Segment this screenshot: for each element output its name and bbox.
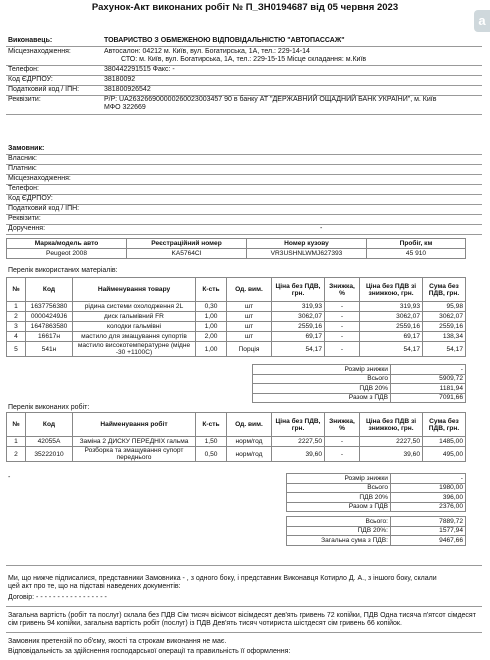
work-row bbox=[7, 437, 466, 447]
footer-contract: Договір: - - - - - - - - - - - - - - - - - bbox=[8, 594, 107, 601]
table-cell: 3 bbox=[7, 322, 26, 332]
totals-label: Загальна сума з ПДВ: bbox=[287, 536, 391, 546]
owner-label: Власник: bbox=[8, 155, 37, 162]
executor-req-1: Р/Р: UA263266900000260023003457 90 в банку АТ "ДЕРЖАВНИЙ ОЩАДНИЙ БАНК УКРАЇНИ", м. Київ bbox=[104, 96, 437, 103]
table-cell: колодки гальмівні bbox=[73, 322, 196, 332]
table-cell: 2 bbox=[7, 447, 26, 462]
totals-value: 396,00 bbox=[391, 493, 466, 503]
table-cell: 3062,07 bbox=[272, 312, 325, 322]
totals-row bbox=[287, 517, 466, 527]
totals-value: 7889,72 bbox=[391, 517, 466, 527]
divider bbox=[6, 194, 482, 195]
vehicle-mileage: 45 910 bbox=[367, 249, 466, 259]
totals-row bbox=[253, 384, 466, 394]
table-cell: 5 bbox=[7, 342, 26, 357]
customer-label: Замовник: bbox=[8, 145, 45, 152]
customer-phone-label: Телефон: bbox=[8, 185, 39, 192]
table-cell: - bbox=[325, 437, 360, 447]
footer-p3-line2: Відповідальність за здійснення господарської операції та правильність її оформлення: bbox=[8, 648, 291, 655]
vehicle-reg-number: KA5764CI bbox=[127, 249, 247, 259]
table-cell: 4 bbox=[7, 332, 26, 342]
works-dash: - bbox=[8, 474, 11, 481]
divider bbox=[6, 234, 482, 235]
header-cell: Сума без ПДВ, грн. bbox=[423, 413, 466, 437]
table-cell: диск гальмівний FR bbox=[73, 312, 196, 322]
totals-value: 1980,00 bbox=[391, 483, 466, 493]
divider bbox=[6, 75, 482, 76]
vehicle-header-row bbox=[7, 239, 466, 249]
works-header-row bbox=[7, 413, 466, 437]
totals-row bbox=[253, 393, 466, 403]
header-cell: Найменування робіт bbox=[73, 413, 196, 437]
executor-phone: 380442291515 Факс: - bbox=[104, 66, 175, 73]
table-cell: Порція bbox=[227, 342, 272, 357]
totals-value: - bbox=[391, 365, 466, 375]
vehicle-table bbox=[6, 238, 466, 259]
brand-logo: a bbox=[474, 10, 490, 32]
divider bbox=[6, 154, 482, 155]
table-cell: рідина системи охолодження 2L bbox=[73, 302, 196, 312]
table-cell: 00004249J6 bbox=[26, 312, 73, 322]
table-cell: 3062,07 bbox=[360, 312, 423, 322]
material-row bbox=[7, 302, 466, 312]
table-cell: Розборка та змащування супорт переднього bbox=[73, 447, 196, 462]
customer-location-label: Місцезнаходження: bbox=[8, 175, 71, 182]
table-cell: 0,50 bbox=[196, 447, 227, 462]
totals-row bbox=[287, 502, 466, 512]
work-row bbox=[7, 447, 466, 462]
table-cell: 1 bbox=[7, 302, 26, 312]
table-cell: 3062,07 bbox=[423, 312, 466, 322]
table-cell: 54,17 bbox=[360, 342, 423, 357]
header-cell: № bbox=[7, 413, 26, 437]
table-cell: 1,50 bbox=[196, 437, 227, 447]
divider bbox=[6, 174, 482, 175]
executor-label: Виконавець: bbox=[8, 37, 53, 44]
footer-p1-line2: цей акт про те, що на підставі наведених документів: bbox=[8, 583, 181, 590]
table-cell: 39,60 bbox=[272, 447, 325, 462]
totals-value: 5909,72 bbox=[391, 374, 466, 384]
works-totals-table bbox=[286, 473, 466, 512]
totals-label: Всього: bbox=[287, 517, 391, 527]
executor-edrpou-label: Код ЄДРПОУ: bbox=[8, 76, 53, 83]
table-cell: 95,98 bbox=[423, 302, 466, 312]
table-cell: 2559,16 bbox=[272, 322, 325, 332]
header-cell: Сума без ПДВ, грн. bbox=[423, 278, 466, 302]
table-cell: - bbox=[325, 322, 360, 332]
table-cell: 69,17 bbox=[272, 332, 325, 342]
materials-header-row bbox=[7, 278, 466, 302]
table-cell: 54,17 bbox=[272, 342, 325, 357]
table-cell: 42055A bbox=[26, 437, 73, 447]
totals-value: 2376,00 bbox=[391, 502, 466, 512]
executor-location-2: СТО: м. Київ, вул. Богатирська, 1А, тел.: 229-15-15 Місце складання: м.Київ bbox=[121, 56, 367, 63]
divider bbox=[6, 46, 482, 47]
table-cell: 1 bbox=[7, 437, 26, 447]
executor-location-label: Місцезнаходження: bbox=[8, 48, 71, 55]
table-cell: мастило для змащування супортів bbox=[73, 332, 196, 342]
customer-tax-label: Податковий код / ІПН: bbox=[8, 205, 80, 212]
totals-row bbox=[253, 374, 466, 384]
vehicle-header-cell: Номер кузову bbox=[247, 239, 367, 249]
totals-label: Всього bbox=[287, 483, 391, 493]
totals-row bbox=[287, 526, 466, 536]
materials-caption: Перелік використаних матеріалів: bbox=[8, 267, 118, 274]
divider bbox=[6, 65, 482, 66]
executor-tax: 381800926542 bbox=[104, 86, 151, 93]
vehicle-model: Peugeot 2008 bbox=[7, 249, 127, 259]
table-cell: 1,00 bbox=[196, 342, 227, 357]
table-cell: норм/год bbox=[227, 437, 272, 447]
header-cell: Знижка, % bbox=[325, 413, 360, 437]
divider bbox=[6, 214, 482, 215]
header-cell: Ціна без ПДВ, грн. bbox=[272, 413, 325, 437]
table-cell: шт bbox=[227, 302, 272, 312]
material-row bbox=[7, 312, 466, 322]
table-cell: 1647863580 bbox=[26, 322, 73, 332]
table-cell: 1,00 bbox=[196, 322, 227, 332]
vehicle-header-cell: Реєстраційний номер bbox=[127, 239, 247, 249]
totals-label: ПДВ 20%: bbox=[287, 526, 391, 536]
totals-row bbox=[287, 536, 466, 546]
divider bbox=[6, 224, 482, 225]
vehicle-vin: VR3USHNLWMJ627393 bbox=[247, 249, 367, 259]
table-cell: 1,00 bbox=[196, 312, 227, 322]
table-cell: - bbox=[325, 332, 360, 342]
executor-location-1: Автосалон: 04212 м. Київ, вул. Богатирська, 1А, тел.: 229-14-14 bbox=[104, 48, 310, 55]
totals-label: ПДВ 20% bbox=[253, 384, 391, 394]
works-caption: Перелік виконаних робіт: bbox=[8, 404, 90, 411]
totals-label: Розмір знижки bbox=[253, 365, 391, 375]
table-cell: 2227,50 bbox=[360, 437, 423, 447]
header-cell: Од. вим. bbox=[227, 413, 272, 437]
table-cell: 138,34 bbox=[423, 332, 466, 342]
footer-p2-line1: Загальна вартість (робіт та послуг) склала без ПДВ Сім тисяч вісімсот вісімдесят дев'ять гривень 72 копійки, ПДВ Одна тисяча п'ятсот сімдесят bbox=[8, 612, 476, 619]
table-cell: 2,00 bbox=[196, 332, 227, 342]
vehicle-header-cell: Пробіг, км bbox=[367, 239, 466, 249]
materials-table bbox=[6, 277, 466, 357]
works-table bbox=[6, 412, 466, 462]
divider bbox=[6, 184, 482, 185]
totals-row bbox=[287, 493, 466, 503]
table-cell: 2559,16 bbox=[360, 322, 423, 332]
payer-label: Платник: bbox=[8, 165, 37, 172]
footer-p2-line2: сім гривень 94 копійки, загальна вартість робіт (послуг) із ПДВ Дев'ять тисяч чотириста шістдесят сім гривень 66 копійок. bbox=[8, 620, 402, 627]
header-cell: Код bbox=[26, 278, 73, 302]
customer-req-label: Реквізити: bbox=[8, 215, 41, 222]
divider bbox=[6, 164, 482, 165]
totals-label: ПДВ 20% bbox=[287, 493, 391, 503]
table-cell: 69,17 bbox=[360, 332, 423, 342]
table-cell: 319,93 bbox=[272, 302, 325, 312]
totals-value: 9467,66 bbox=[391, 536, 466, 546]
totals-label: Розмір знижки bbox=[287, 474, 391, 484]
totals-value: 1181,94 bbox=[391, 384, 466, 394]
table-cell: 16617н bbox=[26, 332, 73, 342]
executor-req-label: Реквізити: bbox=[8, 96, 41, 103]
table-cell: 2559,16 bbox=[423, 322, 466, 332]
header-cell: Найменування товару bbox=[73, 278, 196, 302]
footer-p3-line1: Замовник претензій по об'єму, якості та строкам виконання не має. bbox=[8, 638, 227, 645]
header-cell: Од. вим. bbox=[227, 278, 272, 302]
vehicle-header-cell: Марка/модель авто bbox=[7, 239, 127, 249]
totals-row bbox=[253, 365, 466, 375]
totals-label: Всього bbox=[253, 374, 391, 384]
totals-label: Разом з ПДВ bbox=[287, 502, 391, 512]
table-cell: 1485,00 bbox=[423, 437, 466, 447]
table-cell: норм/год bbox=[227, 447, 272, 462]
table-cell: 541н bbox=[26, 342, 73, 357]
header-cell: Ціна без ПДВ, грн. bbox=[272, 278, 325, 302]
header-cell: К-сть bbox=[196, 278, 227, 302]
table-cell: шт bbox=[227, 312, 272, 322]
executor-edrpou: 38180092 bbox=[104, 76, 136, 83]
table-cell: 0,30 bbox=[196, 302, 227, 312]
table-cell: - bbox=[325, 312, 360, 322]
divider bbox=[6, 632, 482, 633]
material-row bbox=[7, 322, 466, 332]
vehicle-value-row bbox=[7, 249, 466, 259]
grand-totals-table bbox=[286, 516, 466, 546]
table-cell: 319,93 bbox=[360, 302, 423, 312]
header-cell: № bbox=[7, 278, 26, 302]
header-cell: Ціна без ПДВ зі знижкою, грн. bbox=[360, 278, 423, 302]
header-cell: К-сть bbox=[196, 413, 227, 437]
footer-p1-line1: Ми, що нижче підписалися, представники Замовника - , з одного боку, і представник Виконавця Котирло Д. А., з іншого боку, склали bbox=[8, 575, 437, 582]
table-cell: - bbox=[325, 302, 360, 312]
table-cell: 39,60 bbox=[360, 447, 423, 462]
divider bbox=[6, 606, 482, 607]
header-cell: Код bbox=[26, 413, 73, 437]
table-cell: - bbox=[325, 342, 360, 357]
table-cell: 2 bbox=[7, 312, 26, 322]
table-cell: шт bbox=[227, 332, 272, 342]
table-cell: - bbox=[325, 447, 360, 462]
customer-edrpou-label: Код ЄДРПОУ: bbox=[8, 195, 53, 202]
assign-label: Доручення: bbox=[8, 225, 46, 232]
totals-row bbox=[287, 474, 466, 484]
assign-value: - bbox=[320, 225, 323, 232]
material-row bbox=[7, 332, 466, 342]
totals-value: 1577,94 bbox=[391, 526, 466, 536]
header-cell: Ціна без ПДВ зі знижкою, грн. bbox=[360, 413, 423, 437]
header-cell: Знижка, % bbox=[325, 278, 360, 302]
table-cell: 495,00 bbox=[423, 447, 466, 462]
table-cell: мастило високотемпературне (мідне -30 +1100С) bbox=[73, 342, 196, 357]
divider bbox=[6, 114, 482, 115]
totals-label: Разом з ПДВ bbox=[253, 393, 391, 403]
table-cell: Заміна 2 ДИСКУ ПЕРЕДНІХ гальма bbox=[73, 437, 196, 447]
executor-name: ТОВАРИСТВО З ОБМЕЖЕНОЮ ВІДПОВІДАЛЬНІСТЮ "АВТОПАССАЖ" bbox=[104, 37, 345, 44]
table-cell: 2227,50 bbox=[272, 437, 325, 447]
totals-value: - bbox=[391, 474, 466, 484]
material-row bbox=[7, 342, 466, 357]
materials-totals-table bbox=[252, 364, 466, 403]
table-cell: 35222010 bbox=[26, 447, 73, 462]
table-cell: 54,17 bbox=[423, 342, 466, 357]
executor-phone-label: Телефон: bbox=[8, 66, 39, 73]
executor-req-2: МФО 322669 bbox=[104, 104, 146, 111]
document-title: Рахунок-Акт виконаних робіт № П_ЗН0194687 від 05 червня 2023 bbox=[91, 2, 399, 13]
executor-tax-label: Податковий код / ІПН: bbox=[8, 86, 80, 93]
divider bbox=[6, 565, 482, 566]
totals-value: 7091,66 bbox=[391, 393, 466, 403]
table-cell: 1637756380 bbox=[26, 302, 73, 312]
totals-row bbox=[287, 483, 466, 493]
table-cell: шт bbox=[227, 322, 272, 332]
